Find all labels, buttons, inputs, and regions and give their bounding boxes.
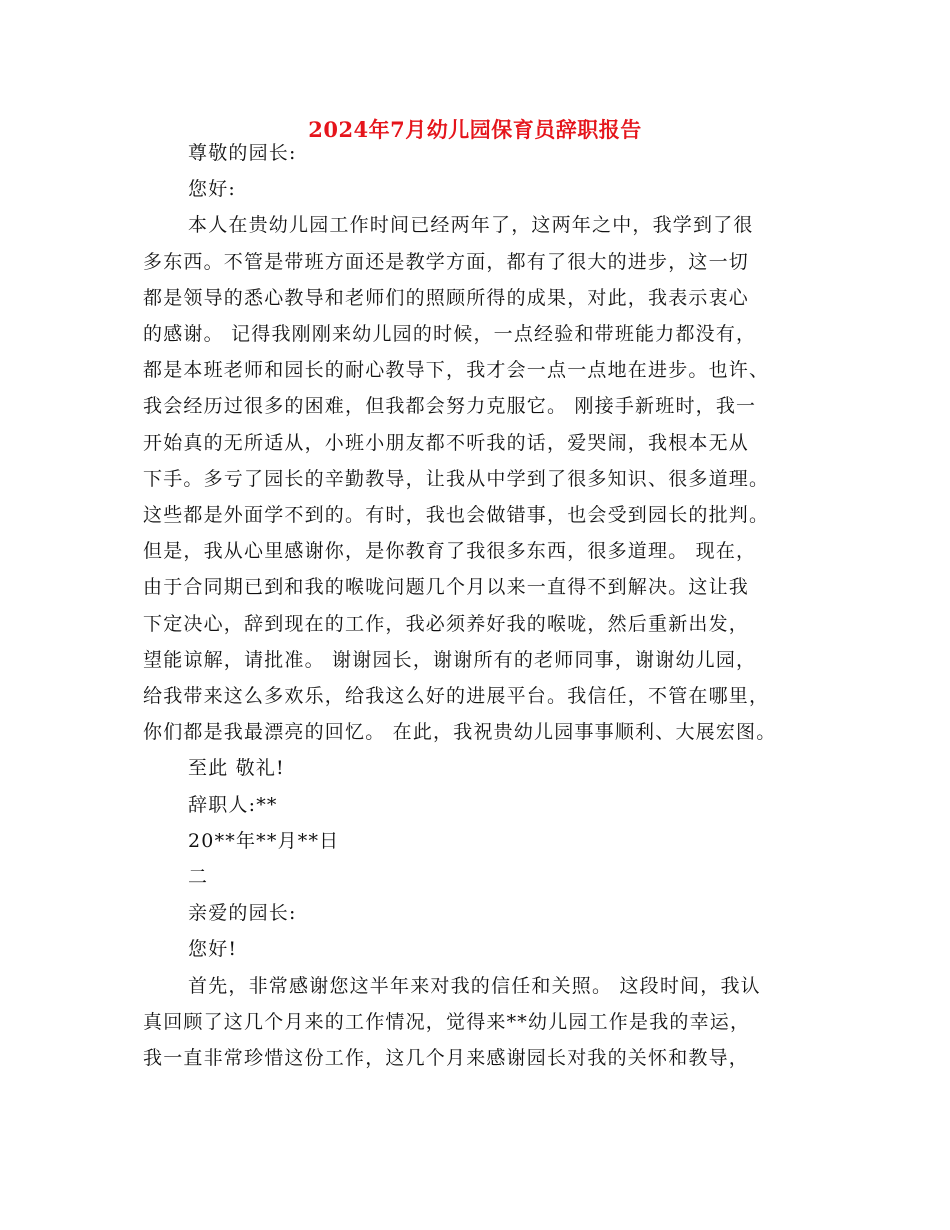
body-line: 本人在贵幼儿园工作时间已经两年了，这两年之中，我学到了很 [188,214,754,236]
body-line: 至此 敬礼! [188,757,285,779]
body-line: 尊敬的园长: [188,142,297,164]
body-line: 下定决心，辞到现在的工作，我必须养好我的喉咙，然后重新出发， [143,613,750,635]
body-line: 下手。多亏了园长的辛勤教导，让我从中学到了很多知识、很多道理。 [143,468,770,490]
body-line: 的感谢。 记得我刚刚来幼儿园的时候，一点经验和带班能力都没有， [143,323,757,345]
body-line: 辞职人:** [188,794,278,816]
body-line: 我一直非常珍惜这份工作，这几个月来感谢园长对我的关怀和教导， [143,1047,750,1069]
body-line: 这些都是外面学不到的。有时，我也会做错事，也会受到园长的批判。 [143,504,770,526]
body-line: 多东西。不管是带班方面还是教学方面，都有了很大的进步，这一切 [143,251,750,273]
body-line: 给我带来这么多欢乐，给我这么好的进展平台。我信任，不管在哪里， [143,685,770,707]
body-line: 开始真的无所适从，小班小朋友都不听我的话，爱哭闹，我根本无从 [143,432,750,454]
document-title: 2024年7月幼儿园保育员辞职报告 [308,117,642,142]
body-line: 首先，非常感谢您这半年来对我的信任和关照。 这段时间，我认 [188,975,761,997]
body-line: 您好: [188,178,237,200]
body-line: 望能谅解，请批准。 谢谢园长，谢谢所有的老师同事，谢谢幼儿园， [143,649,757,671]
body-line: 20**年**月**日 [188,830,340,852]
body-line: 都是领导的悉心教导和老师们的照顾所得的成果，对此，我表示衷心 [143,287,750,309]
body-line: 都是本班老师和园长的耐心教导下，我才会一点一点地在进步。也许、 [143,359,770,381]
body-line: 但是，我从心里感谢你，是你教育了我很多东西，很多道理。 现在， [143,540,757,562]
body-line: 我会经历过很多的困难，但我都会努力克服它。 刚接手新班时，我一 [143,395,757,417]
body-line: 真回顾了这几个月来的工作情况，觉得来**幼儿园工作是我的幸运， [143,1011,751,1033]
body-line: 亲爱的园长: [188,902,297,924]
body-line: 您好! [188,938,238,960]
body-line: 二 [188,866,209,888]
body-line: 你们都是我最漂亮的回忆。 在此，我祝贵幼儿园事事顺利、大展宏图。 [143,721,777,743]
body-line: 由于合同期已到和我的喉咙问题几个月以来一直得不到解决。这让我 [143,576,750,598]
